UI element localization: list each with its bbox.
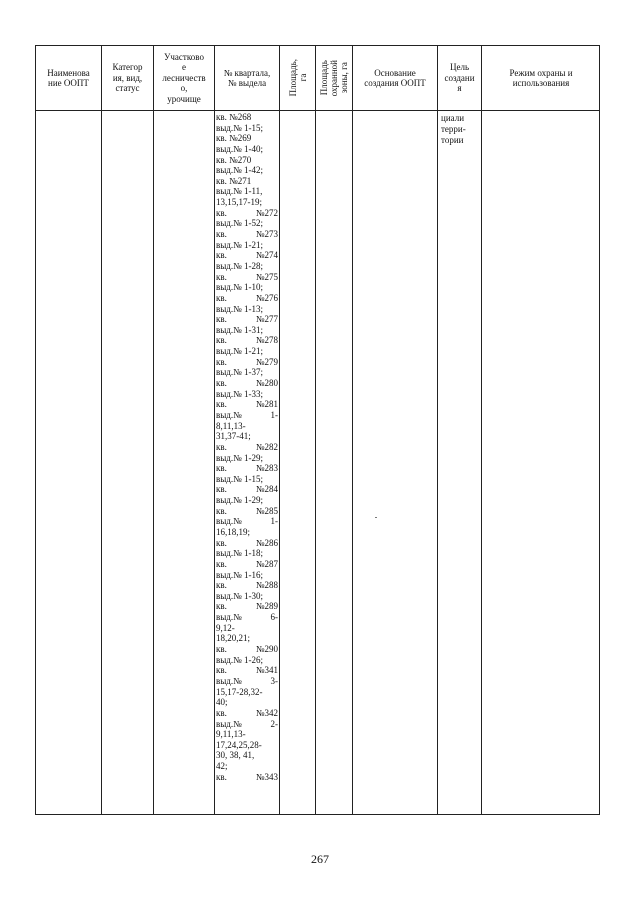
quarter-line-left: 31,37-41;: [216, 431, 251, 442]
quarter-line-left: кв. №271: [216, 175, 252, 186]
header-forestry: Участково е лесничеств о, урочище: [162, 51, 206, 104]
quarter-line-left: кв.: [216, 463, 227, 474]
quarter-line-right: №279: [255, 356, 278, 367]
quarter-line: [216, 527, 278, 538]
quarter-line-right: №286: [255, 537, 278, 548]
quarter-line: [216, 197, 278, 208]
quarter-line-left: кв.: [216, 271, 227, 282]
quarter-line: [216, 644, 278, 655]
quarter-line-left: выд.№ 1-13;: [216, 303, 263, 314]
quarter-line-left: кв.: [216, 644, 227, 655]
quarter-line: [216, 399, 278, 410]
quarter-line: [216, 282, 278, 293]
quarter-line: [216, 538, 278, 549]
quarter-line-left: кв.: [216, 665, 227, 676]
quarter-line-left: выд.№: [216, 718, 242, 729]
quarter-line-left: выд.№ 1-40;: [216, 143, 263, 154]
quarter-line-left: кв.: [216, 505, 227, 516]
quarter-line-left: выд.№: [216, 409, 242, 420]
quarter-line: [216, 176, 278, 187]
column-divider: [214, 45, 215, 815]
quarter-line-right: №276: [255, 292, 278, 303]
quarter-line-left: выд.№ 1-31;: [216, 324, 263, 335]
quarter-line: [216, 410, 278, 421]
quarter-line-right: №273: [255, 229, 278, 240]
quarter-line-left: выд.№ 1-37;: [216, 367, 263, 378]
quarter-line: [216, 729, 278, 740]
quarter-line-left: выд.№ 1-29;: [216, 495, 263, 506]
quarter-line: [216, 144, 278, 155]
quarter-line: [216, 655, 278, 666]
quarter-line-left: выд.№ 1-11,: [216, 186, 263, 197]
quarter-line: [216, 474, 278, 485]
quarter-line: [216, 240, 278, 251]
quarter-line-left: 9,12-: [216, 622, 235, 633]
quarter-line-left: кв.: [216, 314, 227, 325]
quarter-line: [216, 687, 278, 698]
quarter-line: [216, 750, 278, 761]
quarter-line: [216, 272, 278, 283]
quarter-line-left: кв.: [216, 207, 227, 218]
quarter-line: [216, 676, 278, 687]
quarter-line: [216, 304, 278, 315]
quarter-line: [216, 218, 278, 229]
quarter-line: [216, 208, 278, 219]
quarter-line-left: выд.№: [216, 675, 242, 686]
header-quarter: № квартала, № выдела: [223, 67, 271, 88]
quarter-line-left: кв.: [216, 537, 227, 548]
quarter-line-left: кв.: [216, 601, 227, 612]
quarter-line-right: №289: [255, 601, 278, 612]
quarter-line-right: №280: [255, 378, 278, 389]
quarter-line-left: выд.№ 1-15;: [216, 122, 263, 133]
quarter-line-left: 8,11,13-: [216, 420, 246, 431]
quarter-line-left: выд.№ 1-29;: [216, 452, 263, 463]
quarter-line-left: кв.: [216, 771, 227, 782]
quarter-list: [216, 112, 278, 782]
quarter-line-right: №341: [255, 665, 278, 676]
purpose-line: терри-: [441, 123, 466, 134]
purpose-line: тории: [441, 134, 464, 145]
quarter-line: [216, 570, 278, 581]
quarter-line: [216, 335, 278, 346]
table-frame: [35, 45, 600, 815]
quarter-line: [216, 665, 278, 676]
quarter-line: [216, 719, 278, 730]
header-basis: Основание создания ООПТ: [364, 67, 426, 88]
quarter-line: [216, 453, 278, 464]
quarter-line: [216, 250, 278, 261]
quarter-line-left: кв.: [216, 580, 227, 591]
quarter-line: [216, 325, 278, 336]
quarter-line-left: выд.№ 1-33;: [216, 388, 263, 399]
header-area: Площадь, га: [287, 59, 308, 97]
quarter-line-right: №284: [255, 484, 278, 495]
quarter-line: [216, 548, 278, 559]
header-name: Наименова ние ООПТ: [47, 67, 90, 88]
page-number: 267: [311, 852, 329, 866]
quarter-line-left: кв.: [216, 484, 227, 495]
quarter-line-right: №290: [255, 644, 278, 655]
quarter-line: [216, 389, 278, 400]
quarter-line: [216, 580, 278, 591]
quarter-line-right: №287: [255, 558, 278, 569]
column-divider: [437, 45, 438, 815]
quarter-line: [216, 708, 278, 719]
column-divider: [279, 45, 280, 815]
quarter-line-left: выд.№: [216, 516, 242, 527]
quarter-line-right: 1-: [270, 516, 278, 527]
quarter-line-left: выд.№ 1-28;: [216, 260, 263, 271]
quarter-line-right: №272: [255, 207, 278, 218]
quarter-line-left: выд.№ 1-21;: [216, 346, 263, 357]
quarter-line-left: кв.: [216, 335, 227, 346]
quarter-line-left: кв.: [216, 707, 227, 718]
column-divider: [153, 45, 154, 815]
header-protected-zone-area: Площадь охранной зоны, га: [319, 59, 349, 97]
quarter-line-left: 42;: [216, 761, 228, 772]
quarter-line-left: выд.№ 1-10;: [216, 282, 263, 293]
quarter-line: [216, 761, 278, 772]
quarter-line-left: кв. №268: [216, 112, 252, 122]
quarter-line-right: 1-: [270, 409, 278, 420]
quarter-line-left: выд.№: [216, 612, 242, 623]
quarter-line: [216, 421, 278, 432]
quarter-line-left: выд.№ 1-26;: [216, 654, 263, 665]
column-divider: [481, 45, 482, 815]
quarter-line-left: выд.№ 1-21;: [216, 239, 263, 250]
quarter-line-left: кв. №270: [216, 154, 252, 165]
quarter-line-left: кв.: [216, 250, 227, 261]
quarter-line: [216, 367, 278, 378]
quarter-line: [216, 293, 278, 304]
quarter-line-left: 40;: [216, 697, 228, 708]
quarter-line-right: №342: [255, 707, 278, 718]
quarter-line-right: №278: [255, 335, 278, 346]
quarter-line-left: 17,24,25,28-: [216, 739, 262, 750]
purpose-text: [441, 113, 479, 145]
quarter-line: [216, 772, 278, 783]
quarter-line: [216, 378, 278, 389]
column-divider: [352, 45, 353, 815]
quarter-line-left: выд.№ 1-16;: [216, 569, 263, 580]
quarter-line: [216, 442, 278, 453]
quarter-line-right: №275: [255, 271, 278, 282]
quarter-line: [216, 186, 278, 197]
quarter-line-left: выд.№ 1-18;: [216, 548, 263, 559]
quarter-line: [216, 165, 278, 176]
quarter-line: [216, 133, 278, 144]
quarter-line-right: №274: [255, 250, 278, 261]
quarter-line: [216, 601, 278, 612]
quarter-line: [216, 314, 278, 325]
quarter-line: [216, 516, 278, 527]
quarter-line: [216, 431, 278, 442]
header-category: Категор ия, вид, статус: [112, 62, 143, 94]
quarter-line-right: №281: [255, 399, 278, 410]
quarter-line-left: 13,15,17-19;: [216, 197, 262, 208]
quarter-line-right: №283: [255, 463, 278, 474]
quarter-line-left: выд.№ 1-30;: [216, 590, 263, 601]
quarter-line-left: кв.: [216, 229, 227, 240]
quarter-line: [216, 463, 278, 474]
quarter-line: [216, 559, 278, 570]
quarter-line: [216, 229, 278, 240]
quarter-line-right: №288: [255, 580, 278, 591]
quarter-line-left: кв.: [216, 292, 227, 303]
purpose-line: циали: [441, 113, 465, 123]
quarter-line-left: 15,17-28,32-: [216, 686, 263, 697]
quarter-line-right: 2-: [270, 718, 278, 729]
quarter-line: [216, 123, 278, 134]
quarter-line-left: кв. №269: [216, 133, 252, 144]
quarter-line-left: выд.№ 1-52;: [216, 218, 263, 229]
quarter-line: [216, 357, 278, 368]
quarter-line-left: выд.№ 1-15;: [216, 473, 263, 484]
quarter-line-left: выд.№ 1-42;: [216, 165, 263, 176]
quarter-line: [216, 495, 278, 506]
quarter-line-left: 9,11,13-: [216, 729, 246, 740]
quarter-line-right: №285: [255, 505, 278, 516]
quarter-line-left: кв.: [216, 378, 227, 389]
quarter-line-right: №277: [255, 314, 278, 325]
scan-speck: [375, 517, 377, 518]
quarter-line-right: №343: [255, 771, 278, 782]
quarter-line: [216, 112, 278, 123]
column-divider: [315, 45, 316, 815]
quarter-line: [216, 633, 278, 644]
quarter-line: [216, 697, 278, 708]
quarter-line-left: 16,18,19;: [216, 526, 251, 537]
quarter-line-right: №282: [255, 441, 278, 452]
quarter-line: [216, 740, 278, 751]
quarter-line-left: кв.: [216, 399, 227, 410]
quarter-line-left: 30, 38, 41,: [216, 750, 255, 761]
quarter-line: [216, 484, 278, 495]
quarter-line: [216, 623, 278, 634]
quarter-line-left: кв.: [216, 441, 227, 452]
quarter-line-left: кв.: [216, 356, 227, 367]
quarter-line-left: кв.: [216, 558, 227, 569]
quarter-line: [216, 612, 278, 623]
quarter-line: [216, 155, 278, 166]
quarter-line-left: 18,20,21;: [216, 633, 251, 644]
quarter-line: [216, 346, 278, 357]
quarter-line: [216, 261, 278, 272]
quarter-line-right: 6-: [270, 612, 278, 623]
header-regime: Режим охраны и использования: [509, 67, 573, 88]
quarter-line-right: 3-: [270, 675, 278, 686]
column-divider: [101, 45, 102, 815]
header-purpose: Цель создани я: [444, 62, 475, 94]
quarter-line: [216, 591, 278, 602]
quarter-line: [216, 506, 278, 517]
